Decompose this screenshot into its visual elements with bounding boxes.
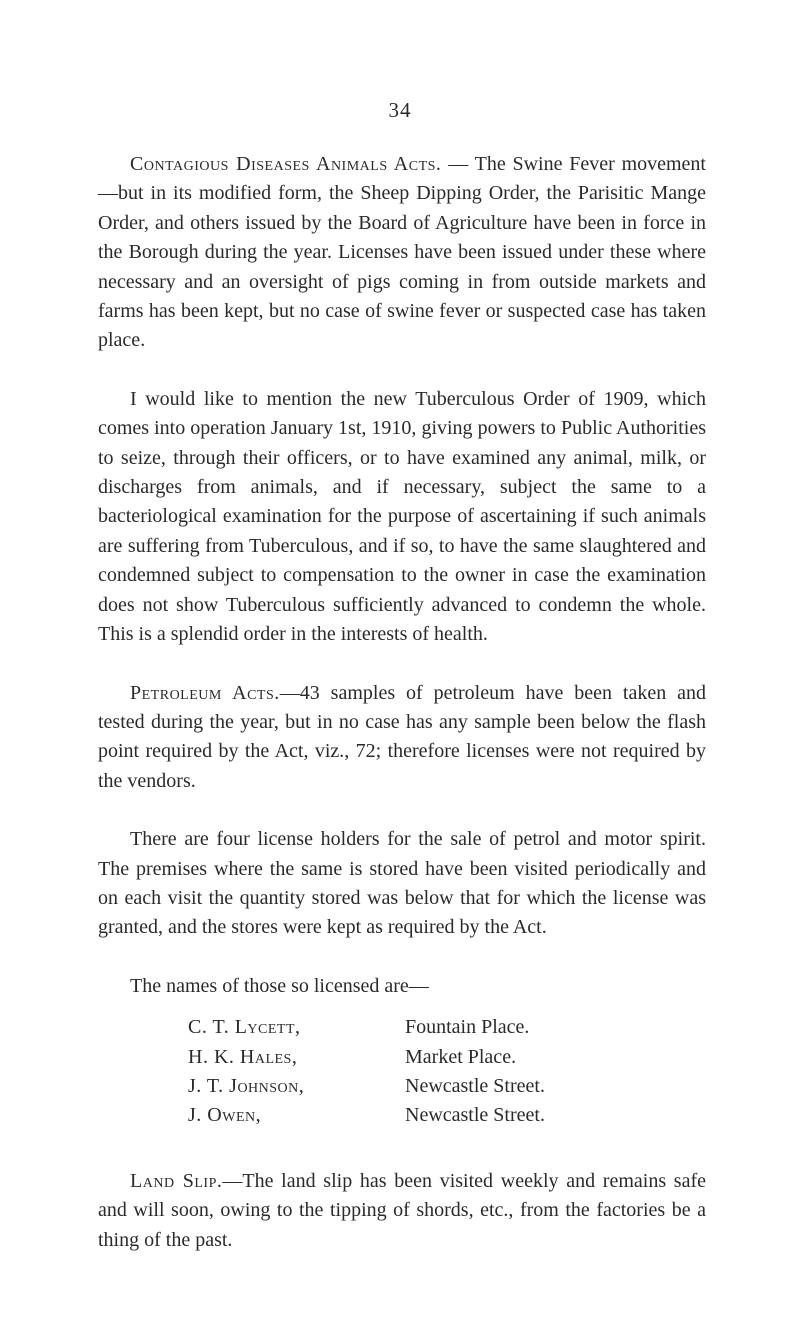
licensee-row: [188, 1101, 706, 1130]
licensee-address: Market Place.: [405, 1045, 517, 1068]
paragraph-license-holders: [98, 825, 706, 943]
licensee-name: J. Owen,: [188, 1104, 262, 1127]
paragraph-tuberculous-order: [98, 385, 706, 650]
paragraph-text: —The land slip has been visited weekly and remains safe and will soon, owing to the tipping of shords, etc., from the factories be a thing of the past.: [98, 1169, 706, 1251]
section-heading-petroleum-acts: Petroleum Acts.: [130, 681, 280, 704]
licensee-address: Newcastle Street.: [405, 1104, 545, 1127]
licensee-list: [188, 1013, 706, 1131]
licensee-address: Newcastle Street.: [405, 1074, 545, 1097]
licensee-name: H. K. Hales,: [188, 1045, 298, 1068]
section-heading-contagious-diseases: Contagious Diseases Animals Acts.: [130, 153, 442, 175]
licensee-name: C. T. Lycett,: [188, 1016, 301, 1039]
document-body: [98, 150, 706, 1255]
paragraph-text: —43 samples of petroleum have been taken and tested during the year, but in no case has any sample been below the flash point required by the Act, viz., 72; therefore licenses were not required by the vendors.: [98, 681, 706, 792]
paragraph-text: The names of those so licensed are—: [130, 974, 429, 997]
page-number: 34: [388, 98, 412, 122]
paragraph-contagious-diseases: [98, 150, 706, 356]
licensee-address: Fountain Place.: [405, 1016, 530, 1039]
licensee-row: [188, 1013, 706, 1042]
licensee-row: [188, 1043, 706, 1072]
paragraph-text: I would like to mention the new Tuberculous Order of 1909, which comes into operation January 1st, 1910, giving powers to Public Authorities to seize, through their officers, or to have examined any animal, milk, or discharges from animals, and if necessary, subject the same to a bacteriological examination for the purpose of ascertaining if such animals are suffering from Tuberculous, and if so, to have the same slaughtered and condemned subject to compensation to the owner in case the examination does not show Tuberculous sufficiently advanced to condemn the whole. This is a splendid order in the interests of health.: [98, 387, 706, 646]
section-heading-land-slip: Land Slip.: [130, 1169, 223, 1192]
paragraph-text: There are four license holders for the sale of petrol and motor spirit. The premises where the same is stored have been visited periodically and on each visit the quantity stored was below that for which the license was granted, and the stores were kept as required by the Act.: [98, 828, 706, 939]
paragraph-land-slip: [98, 1167, 706, 1255]
licensee-row: [188, 1072, 706, 1101]
paragraph-names-intro: [98, 972, 706, 1001]
paragraph-petroleum-acts: [98, 679, 706, 797]
paragraph-text: — The Swine Fever movement—but in its modified form, the Sheep Dipping Order, the Parisitic Mange Order, and others issued by the Board of Agriculture have been in force in the Borough during the year. Licenses have been issued under these where necessary and an oversight of pigs coming in from outside markets and farms has been kept, but no case of swine fever or suspected case has taken place.: [98, 153, 706, 352]
licensee-name: J. T. Johnson,: [188, 1074, 305, 1097]
